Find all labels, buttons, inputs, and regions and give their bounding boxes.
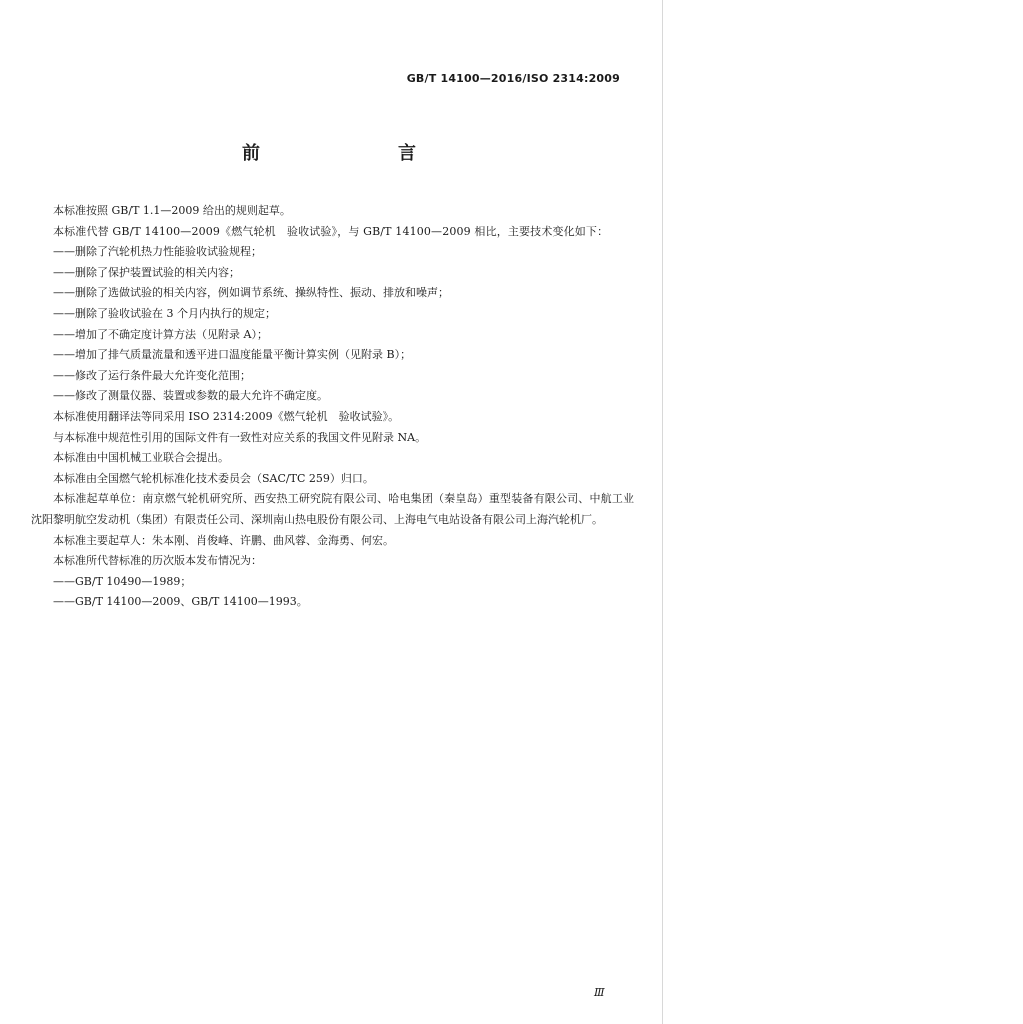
paragraph-under-jurisdiction: 本标准由全国燃气轮机标准化技术委员会（SAC/TC 259）归口。 — [53, 471, 374, 485]
blank-page-area — [663, 0, 1023, 1024]
paragraph-proposed-by: 本标准由中国机械工业联合会提出。 — [53, 451, 229, 465]
change-item: ——增加了不确定度计算方法（见附录 A）； — [53, 327, 268, 341]
page-number: Ⅲ — [594, 986, 605, 999]
change-item: ——删除了保护装置试验的相关内容； — [53, 265, 240, 279]
paragraph-replaces: 本标准代替 GB/T 14100—2009《燃气轮机 验收试验》，与 GB/T 14100—2009 相比，主要技术变化如下： — [53, 224, 609, 238]
paragraph-drafting-units: 本标准起草单位：南京燃气轮机研究所、西安热工研究院有限公司、哈电集团（秦皇岛）重型装备有限公司、中航工业沈阳黎明航空发动机（集团）有限责任公司、深圳南山热电股份有限公司、上海电气电站设备有限公司上海汽轮机厂。 — [31, 492, 634, 526]
page-title: 前 言 — [242, 143, 450, 164]
change-item: ——修改了运行条件最大允许变化范围； — [53, 368, 251, 382]
foreword-body — [31, 201, 634, 613]
paragraph-drafters: 本标准主要起草人：朱本刚、肖俊峰、许鹏、曲风蓉、金海勇、何宏。 — [53, 533, 394, 547]
change-item: ——增加了排气质量流量和透平进口温度能量平衡计算实例（见附录 B）； — [53, 348, 412, 362]
previous-version-item: ——GB/T 10490—1989； — [53, 574, 192, 588]
change-item: ——删除了汽轮机热力性能验收试验规程； — [53, 245, 262, 259]
paragraph-correspondence: 与本标准中规范性引用的国际文件有一致性对应关系的我国文件见附录 NA。 — [53, 430, 427, 444]
previous-version-item: ——GB/T 14100—2009、GB/T 14100—1993。 — [53, 595, 308, 609]
change-item: ——删除了验收试验在 3 个月内执行的规定； — [53, 306, 276, 320]
paragraph-previous-editions: 本标准所代替标准的历次版本发布情况为： — [53, 554, 262, 568]
change-item: ——删除了选做试验的相关内容，例如调节系统、操纵特性、振动、排放和噪声； — [53, 286, 449, 300]
standard-code-header: GB/T 14100—2016/ISO 2314:2009 — [406, 72, 620, 85]
paragraph-drafting-rules: 本标准按照 GB/T 1.1—2009 给出的规则起草。 — [53, 204, 291, 217]
change-item: ——修改了测量仪器、装置或参数的最大允许不确定度。 — [53, 389, 328, 403]
paragraph-adoption: 本标准使用翻译法等同采用 ISO 2314:2009《燃气轮机 验收试验》。 — [53, 409, 400, 423]
